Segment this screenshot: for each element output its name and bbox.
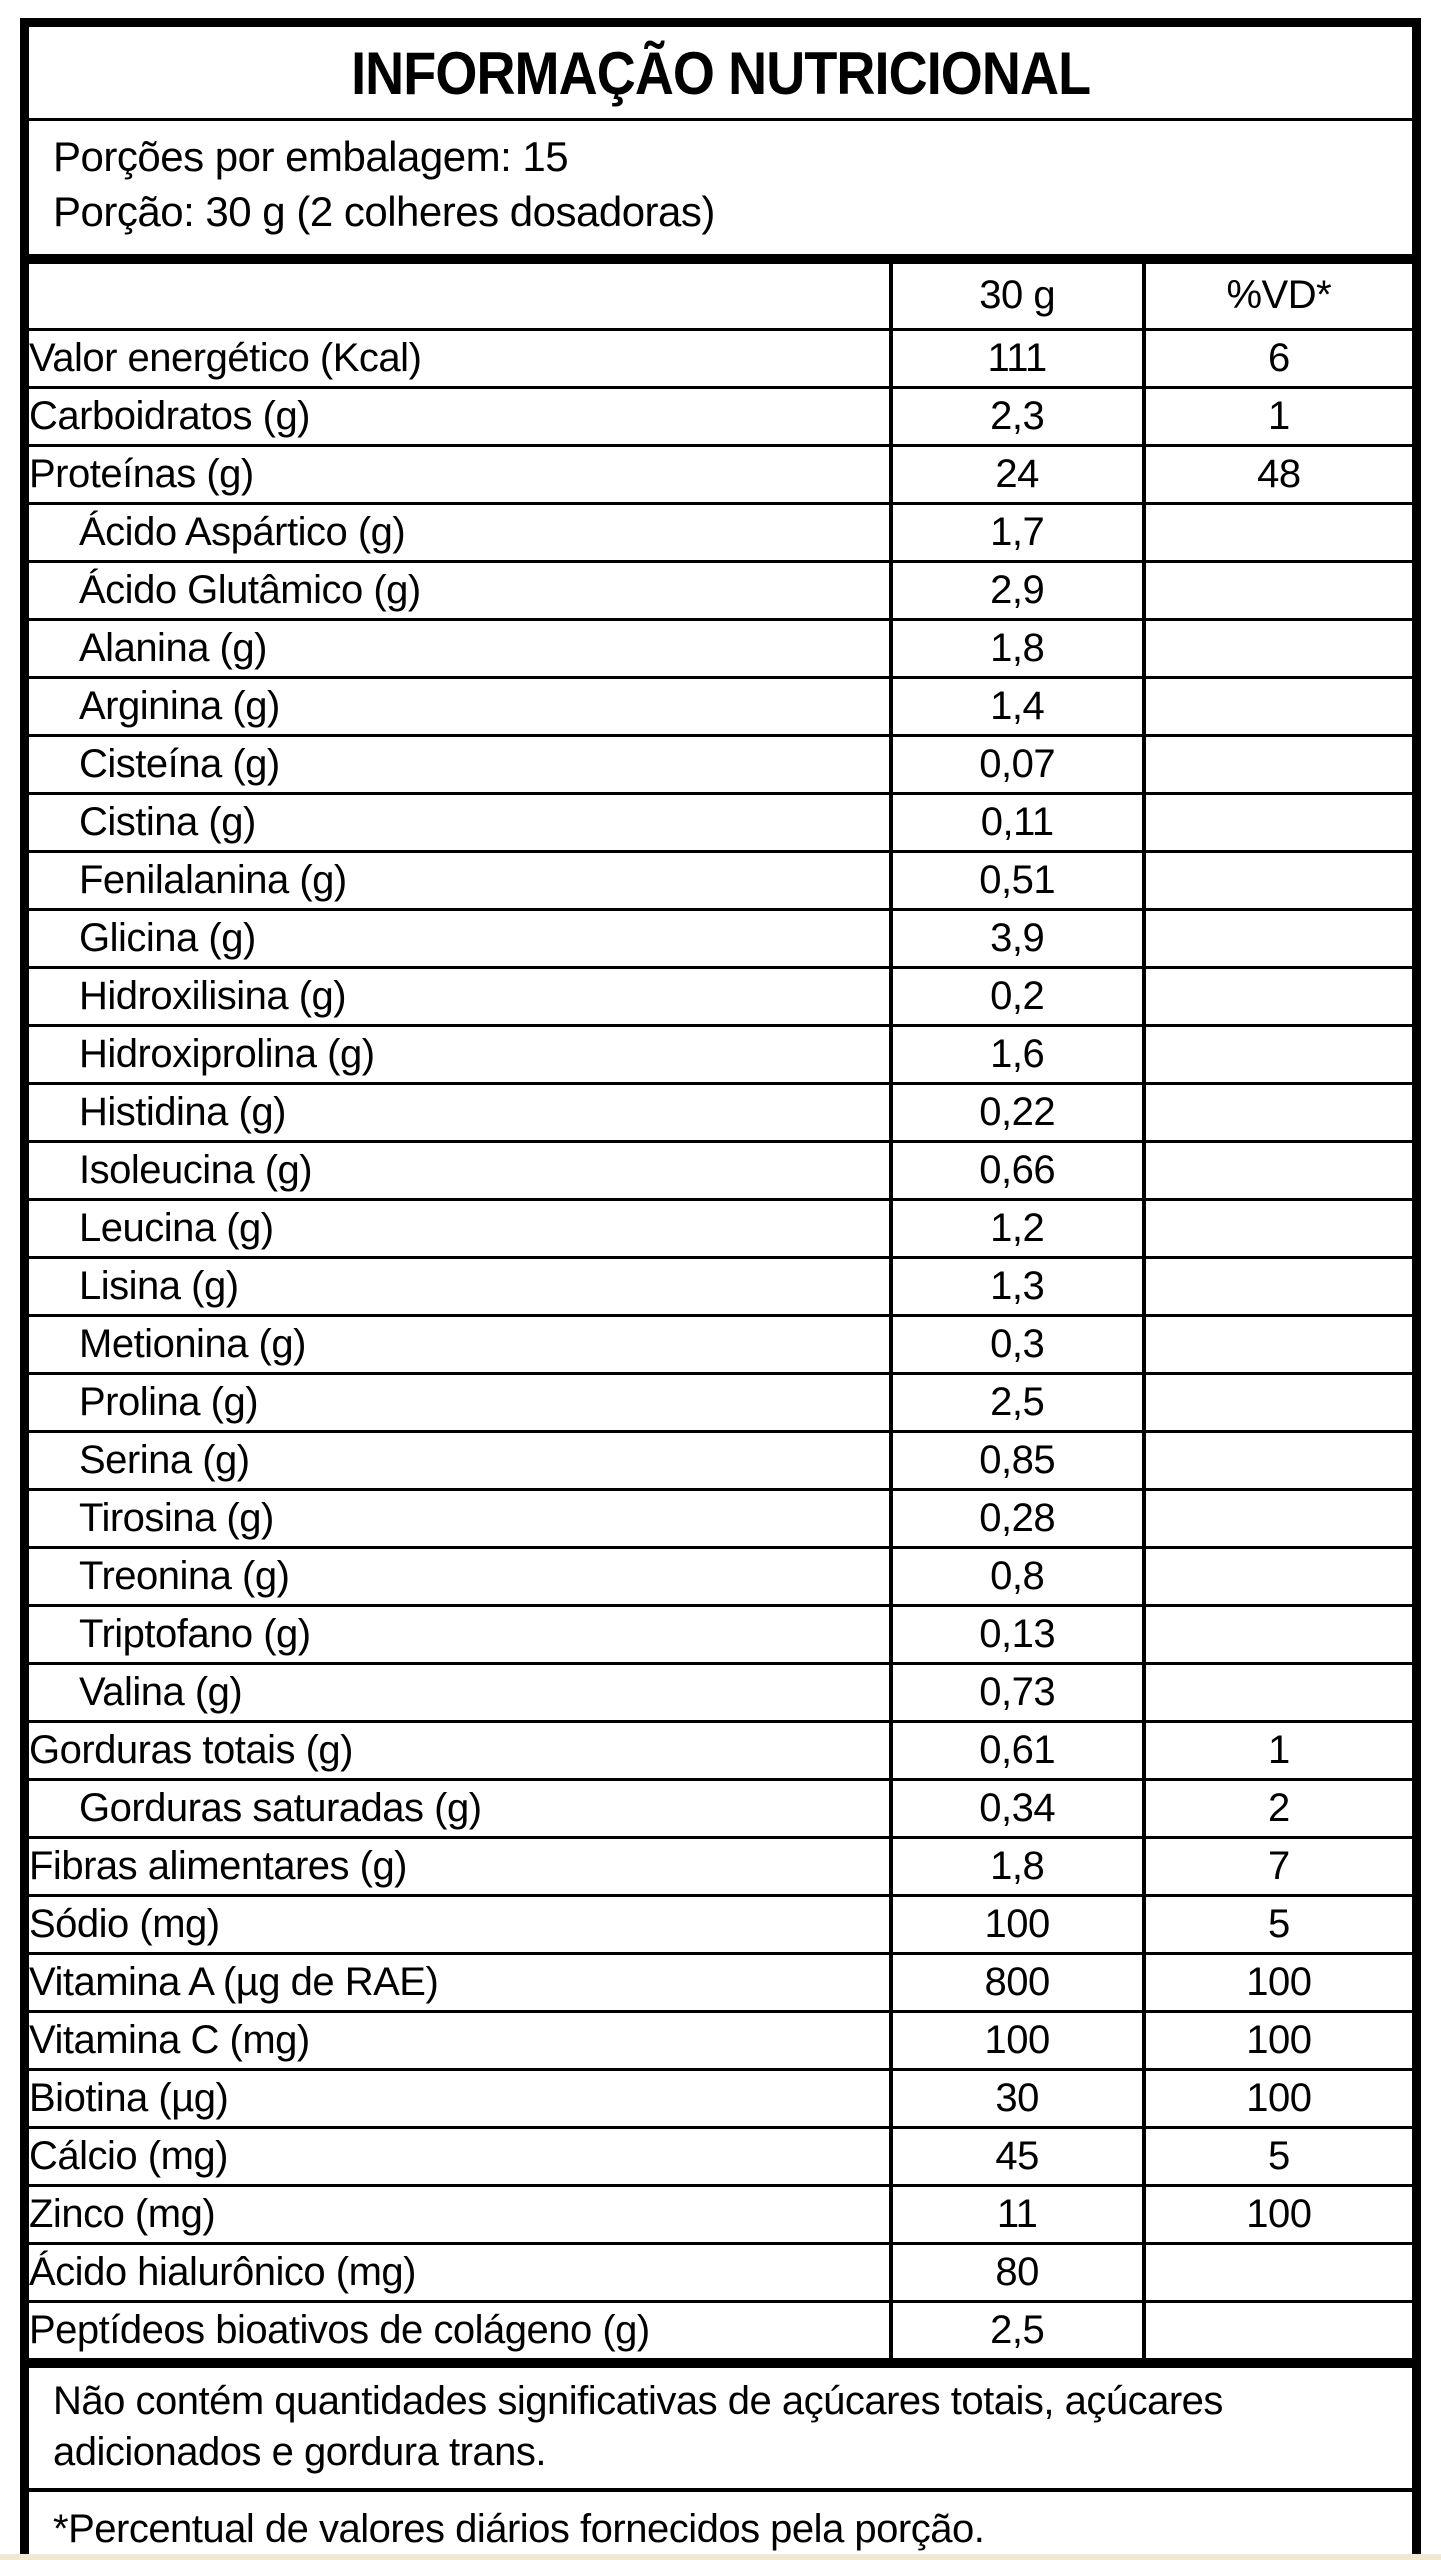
nutrient-name-cell: Fibras alimentares (g) xyxy=(29,1837,891,1895)
daily-value-cell xyxy=(1144,1315,1412,1373)
daily-value-cell xyxy=(1144,503,1412,561)
table-row xyxy=(29,677,1412,735)
nutrient-name-cell: Ácido hialurônico (mg) xyxy=(29,2243,891,2301)
label-title-row xyxy=(29,27,1412,121)
daily-value-cell xyxy=(1144,677,1412,735)
amount-cell: 0,11 xyxy=(891,793,1144,851)
amount-column-header: 30 g xyxy=(891,264,1144,330)
table-row xyxy=(29,909,1412,967)
amount-cell: 0,85 xyxy=(891,1431,1144,1489)
table-row xyxy=(29,1953,1412,2011)
table-row xyxy=(29,387,1412,445)
amount-cell: 0,22 xyxy=(891,1083,1144,1141)
nutrient-name-cell: Ácido Glutâmico (g) xyxy=(29,561,891,619)
daily-value-cell xyxy=(1144,1547,1412,1605)
nutrient-name-cell: Gorduras totais (g) xyxy=(29,1721,891,1779)
nutrient-column-header xyxy=(29,264,891,330)
table-row xyxy=(29,1663,1412,1721)
amount-cell: 24 xyxy=(891,445,1144,503)
daily-value-cell xyxy=(1144,967,1412,1025)
daily-value-cell: 100 xyxy=(1144,2185,1412,2243)
nutrient-name-cell: Zinco (mg) xyxy=(29,2185,891,2243)
nutrient-name-cell: Cisteína (g) xyxy=(29,735,891,793)
daily-value-cell xyxy=(1144,1199,1412,1257)
amount-cell: 2,5 xyxy=(891,2301,1144,2358)
amount-cell: 2,3 xyxy=(891,387,1144,445)
daily-value-cell xyxy=(1144,2301,1412,2358)
daily-value-cell xyxy=(1144,1083,1412,1141)
nutrient-name-cell: Lisina (g) xyxy=(29,1257,891,1315)
daily-value-cell xyxy=(1144,1141,1412,1199)
amount-cell: 0,73 xyxy=(891,1663,1144,1721)
nutrient-name-cell: Proteínas (g) xyxy=(29,445,891,503)
daily-value-cell: 48 xyxy=(1144,445,1412,503)
table-row xyxy=(29,2127,1412,2185)
no-significant-sugars-note: Não contém quantidades significativas de açúcares totais, açúcares adicionados e gordura trans. xyxy=(29,2358,1412,2488)
amount-cell: 3,9 xyxy=(891,909,1144,967)
amount-cell: 1,6 xyxy=(891,1025,1144,1083)
daily-value-cell xyxy=(1144,1489,1412,1547)
amount-cell: 1,2 xyxy=(891,1199,1144,1257)
table-row xyxy=(29,2185,1412,2243)
nutrient-name-cell: Treonina (g) xyxy=(29,1547,891,1605)
daily-value-footnote: *Percentual de valores diários fornecidos pela porção. xyxy=(29,2488,1412,2560)
nutrient-name-cell: Sódio (mg) xyxy=(29,1895,891,1953)
page-bottom-strip xyxy=(0,2554,1441,2560)
table-row xyxy=(29,1489,1412,1547)
daily-value-cell xyxy=(1144,1605,1412,1663)
daily-value-column-header: %VD* xyxy=(1144,264,1412,330)
daily-value-cell: 5 xyxy=(1144,1895,1412,1953)
nutrient-name-cell: Carboidratos (g) xyxy=(29,387,891,445)
nutrient-name-cell: Fenilalanina (g) xyxy=(29,851,891,909)
nutrient-name-cell: Glicina (g) xyxy=(29,909,891,967)
nutrient-name-cell: Triptofano (g) xyxy=(29,1605,891,1663)
amount-cell: 11 xyxy=(891,2185,1144,2243)
amount-cell: 80 xyxy=(891,2243,1144,2301)
table-row xyxy=(29,1431,1412,1489)
nutrient-name-cell: Prolina (g) xyxy=(29,1373,891,1431)
amount-cell: 0,07 xyxy=(891,735,1144,793)
table-row xyxy=(29,851,1412,909)
nutrient-name-cell: Valina (g) xyxy=(29,1663,891,1721)
daily-value-cell: 1 xyxy=(1144,1721,1412,1779)
nutrient-name-cell: Hidroxilisina (g) xyxy=(29,967,891,1025)
nutrition-table xyxy=(29,264,1412,2358)
amount-cell: 45 xyxy=(891,2127,1144,2185)
nutrient-name-cell: Valor energético (Kcal) xyxy=(29,329,891,387)
daily-value-cell xyxy=(1144,851,1412,909)
table-row xyxy=(29,735,1412,793)
amount-cell: 1,8 xyxy=(891,619,1144,677)
table-row xyxy=(29,1779,1412,1837)
amount-cell: 0,28 xyxy=(891,1489,1144,1547)
daily-value-cell: 100 xyxy=(1144,2069,1412,2127)
amount-cell: 2,9 xyxy=(891,561,1144,619)
daily-value-cell: 2 xyxy=(1144,1779,1412,1837)
nutrient-name-cell: Vitamina A (µg de RAE) xyxy=(29,1953,891,2011)
amount-cell: 0,8 xyxy=(891,1547,1144,1605)
amount-cell: 0,66 xyxy=(891,1141,1144,1199)
servings-per-package: Porções por embalagem: 15 xyxy=(53,133,569,180)
nutrient-name-cell: Peptídeos bioativos de colágeno (g) xyxy=(29,2301,891,2358)
daily-value-cell: 1 xyxy=(1144,387,1412,445)
daily-value-cell xyxy=(1144,793,1412,851)
daily-value-cell: 100 xyxy=(1144,1953,1412,2011)
daily-value-cell xyxy=(1144,1431,1412,1489)
amount-cell: 1,3 xyxy=(891,1257,1144,1315)
table-row xyxy=(29,329,1412,387)
table-row xyxy=(29,1315,1412,1373)
table-row xyxy=(29,1025,1412,1083)
amount-cell: 30 xyxy=(891,2069,1144,2127)
table-row xyxy=(29,1895,1412,1953)
table-row xyxy=(29,619,1412,677)
daily-value-cell: 7 xyxy=(1144,1837,1412,1895)
nutrient-name-cell: Serina (g) xyxy=(29,1431,891,1489)
table-row xyxy=(29,2069,1412,2127)
amount-cell: 111 xyxy=(891,329,1144,387)
nutrient-name-cell: Leucina (g) xyxy=(29,1199,891,1257)
amount-cell: 0,3 xyxy=(891,1315,1144,1373)
table-row xyxy=(29,1257,1412,1315)
table-row xyxy=(29,2011,1412,2069)
amount-cell: 100 xyxy=(891,1895,1144,1953)
daily-value-cell xyxy=(1144,1663,1412,1721)
table-row xyxy=(29,1605,1412,1663)
nutrient-name-cell: Alanina (g) xyxy=(29,619,891,677)
table-row xyxy=(29,1547,1412,1605)
nutrient-name-cell: Isoleucina (g) xyxy=(29,1141,891,1199)
daily-value-cell xyxy=(1144,619,1412,677)
table-row xyxy=(29,2243,1412,2301)
table-row xyxy=(29,1837,1412,1895)
table-row xyxy=(29,1141,1412,1199)
amount-cell: 1,4 xyxy=(891,677,1144,735)
table-row xyxy=(29,445,1412,503)
table-row xyxy=(29,1373,1412,1431)
amount-cell: 1,8 xyxy=(891,1837,1144,1895)
nutrient-name-cell: Gorduras saturadas (g) xyxy=(29,1779,891,1837)
amount-cell: 0,34 xyxy=(891,1779,1144,1837)
daily-value-cell xyxy=(1144,2243,1412,2301)
daily-value-cell xyxy=(1144,561,1412,619)
amount-cell: 800 xyxy=(891,1953,1144,2011)
daily-value-cell: 5 xyxy=(1144,2127,1412,2185)
label-title: INFORMAÇÃO NUTRICIONAL xyxy=(350,40,1091,107)
amount-cell: 0,2 xyxy=(891,967,1144,1025)
daily-value-cell: 100 xyxy=(1144,2011,1412,2069)
amount-cell: 1,7 xyxy=(891,503,1144,561)
daily-value-cell: 6 xyxy=(1144,329,1412,387)
table-row xyxy=(29,503,1412,561)
table-row xyxy=(29,967,1412,1025)
nutrient-name-cell: Biotina (µg) xyxy=(29,2069,891,2127)
nutrient-name-cell: Metionina (g) xyxy=(29,1315,891,1373)
nutrient-name-cell: Hidroxiprolina (g) xyxy=(29,1025,891,1083)
daily-value-cell xyxy=(1144,1025,1412,1083)
nutrient-name-cell: Histidina (g) xyxy=(29,1083,891,1141)
nutrient-name-cell: Vitamina C (mg) xyxy=(29,2011,891,2069)
portion-size: Porção: 30 g (2 colheres dosadoras) xyxy=(53,188,715,236)
table-row xyxy=(29,1721,1412,1779)
amount-cell: 0,13 xyxy=(891,1605,1144,1663)
nutrient-name-cell: Cálcio (mg) xyxy=(29,2127,891,2185)
daily-value-cell xyxy=(1144,909,1412,967)
table-row xyxy=(29,1083,1412,1141)
table-row xyxy=(29,793,1412,851)
amount-cell: 0,51 xyxy=(891,851,1144,909)
nutrient-name-cell: Ácido Aspártico (g) xyxy=(29,503,891,561)
nutrient-name-cell: Arginina (g) xyxy=(29,677,891,735)
daily-value-cell xyxy=(1144,1373,1412,1431)
nutrient-name-cell: Tirosina (g) xyxy=(29,1489,891,1547)
serving-info xyxy=(29,121,1412,264)
table-row xyxy=(29,1199,1412,1257)
nutrition-table-header xyxy=(29,264,1412,330)
table-row xyxy=(29,561,1412,619)
nutrition-table-body xyxy=(29,329,1412,2358)
table-row xyxy=(29,2301,1412,2358)
nutrient-name-cell: Cistina (g) xyxy=(29,793,891,851)
amount-cell: 2,5 xyxy=(891,1373,1144,1431)
header-row xyxy=(29,264,1412,330)
amount-cell: 0,61 xyxy=(891,1721,1144,1779)
daily-value-cell xyxy=(1144,735,1412,793)
daily-value-cell xyxy=(1144,1257,1412,1315)
amount-cell: 100 xyxy=(891,2011,1144,2069)
nutrition-label xyxy=(20,18,1421,2560)
